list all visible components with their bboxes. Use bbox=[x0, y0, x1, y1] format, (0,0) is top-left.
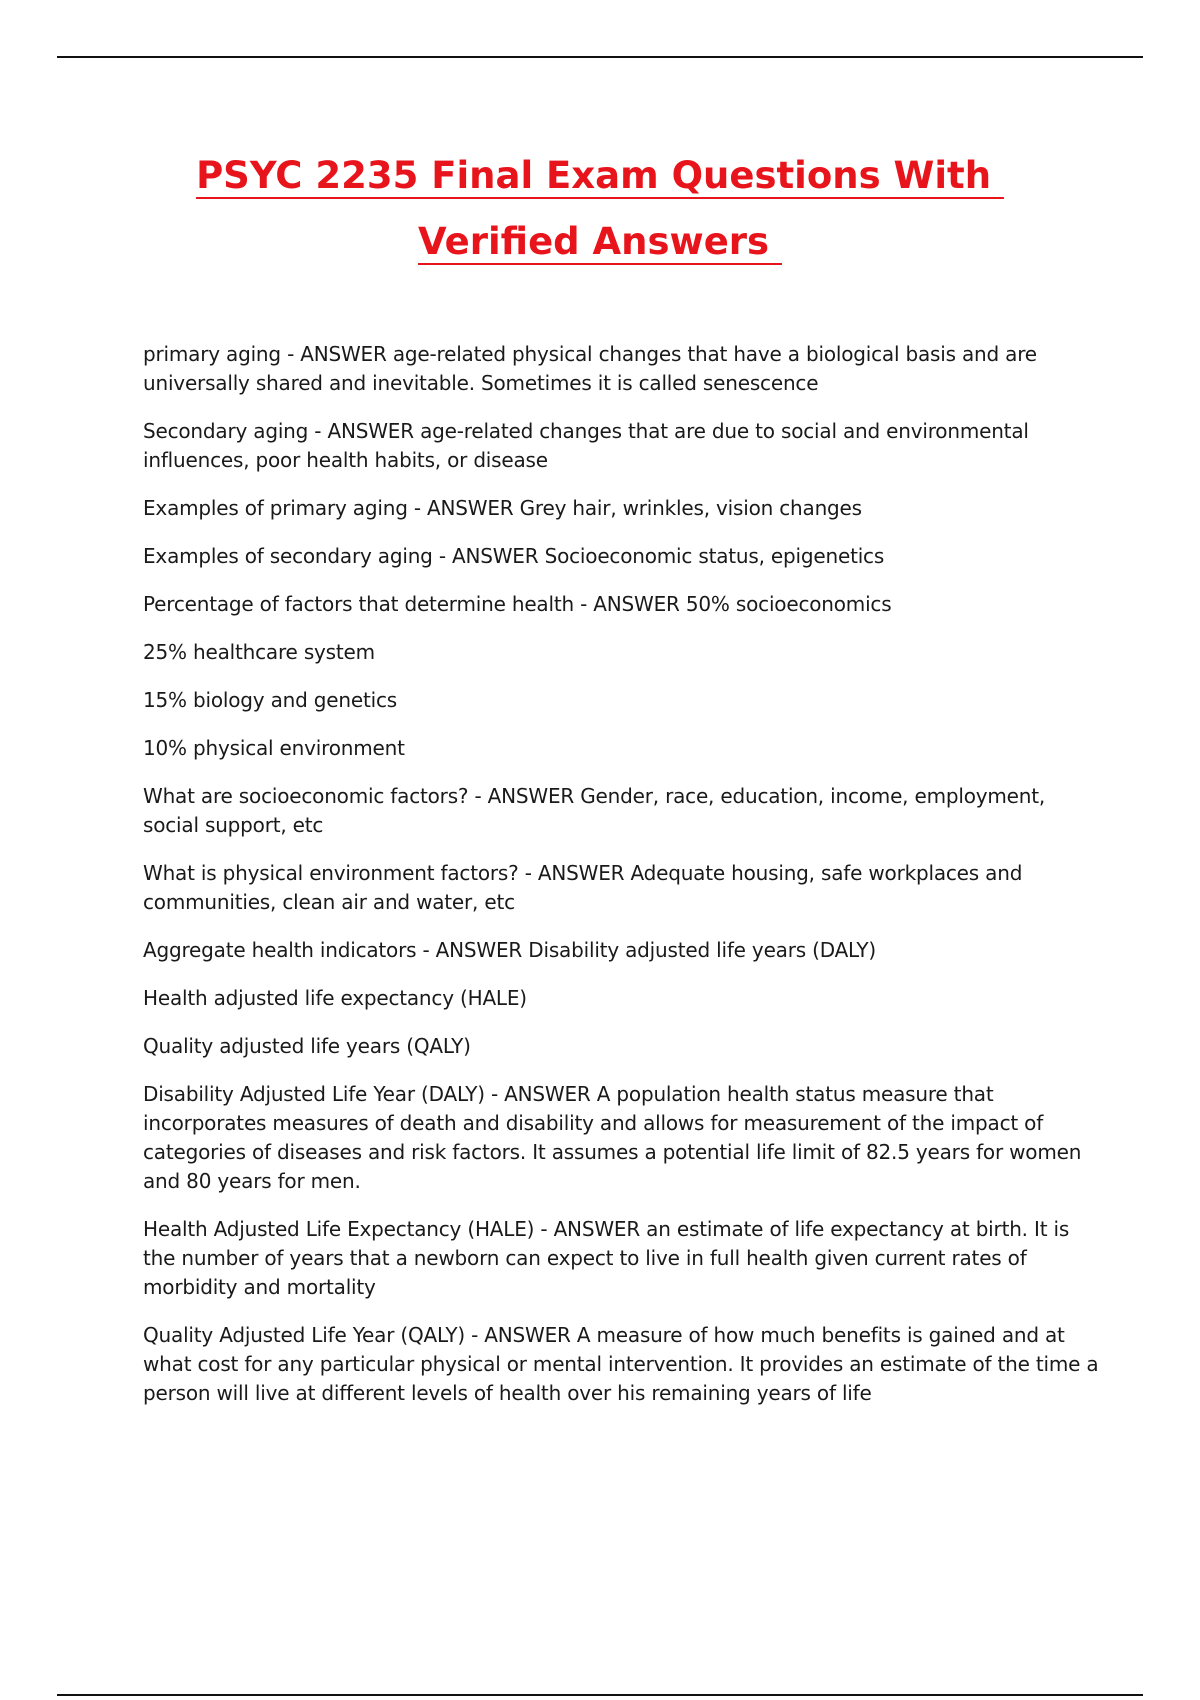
title-line-2: Verified Answers bbox=[418, 220, 782, 263]
footer-rule bbox=[57, 1694, 1143, 1696]
header-rule bbox=[57, 56, 1143, 58]
qa-entry: Aggregate health indicators - ANSWER Disability adjusted life years (DALY) bbox=[143, 938, 876, 962]
qa-entry: What are socioeconomic factors? - ANSWER Gender, race, education, income, employment, social support, etc bbox=[143, 784, 1046, 837]
qa-entry: Disability Adjusted Life Year (DALY) - ANSWER A population health status measure that incorporates measures of death and disability and allows for measurement of the impact of categories of diseases and risk factors. It assumes a potential life limit of 82.5 years for women and 80 years for men. bbox=[143, 1082, 1082, 1193]
qa-entry: Examples of primary aging - ANSWER Grey hair, wrinkles, vision changes bbox=[143, 496, 862, 520]
qa-entry: 10% physical environment bbox=[143, 736, 405, 760]
qa-entry: Health adjusted life expectancy (HALE) bbox=[143, 986, 527, 1010]
qa-entry: Quality Adjusted Life Year (QALY) - ANSWER A measure of how much benefits is gained and at what cost for any particular physical or mental intervention. It provides an estimate of the time a person will live at different levels of health over his remaining years of life bbox=[143, 1323, 1099, 1405]
qa-list bbox=[143, 340, 1103, 1427]
qa-entry: Quality adjusted life years (QALY) bbox=[143, 1034, 471, 1058]
qa-entry: Percentage of factors that determine health - ANSWER 50% socioeconomics bbox=[143, 592, 892, 616]
qa-entry: Secondary aging - ANSWER age-related changes that are due to social and environmental influences, poor health habits, or disease bbox=[143, 419, 1029, 472]
qa-entry: What is physical environment factors? - ANSWER Adequate housing, safe workplaces and communities, clean air and water, etc bbox=[143, 861, 1023, 914]
page-title bbox=[0, 143, 1200, 275]
qa-entry: Health Adjusted Life Expectancy (HALE) - ANSWER an estimate of life expectancy at birth. It is the number of years that a newborn can expect to live in full health given current rates of morbidity and mortality bbox=[143, 1217, 1070, 1299]
qa-entry: primary aging - ANSWER age-related physical changes that have a biological basis and are universally shared and inevitable. Sometimes it is called senescence bbox=[143, 342, 1037, 395]
qa-entry: 25% healthcare system bbox=[143, 640, 375, 664]
qa-entry: 15% biology and genetics bbox=[143, 688, 397, 712]
title-line-1: PSYC 2235 Final Exam Questions With bbox=[196, 154, 1004, 197]
qa-entry: Examples of secondary aging - ANSWER Socioeconomic status, epigenetics bbox=[143, 544, 885, 568]
